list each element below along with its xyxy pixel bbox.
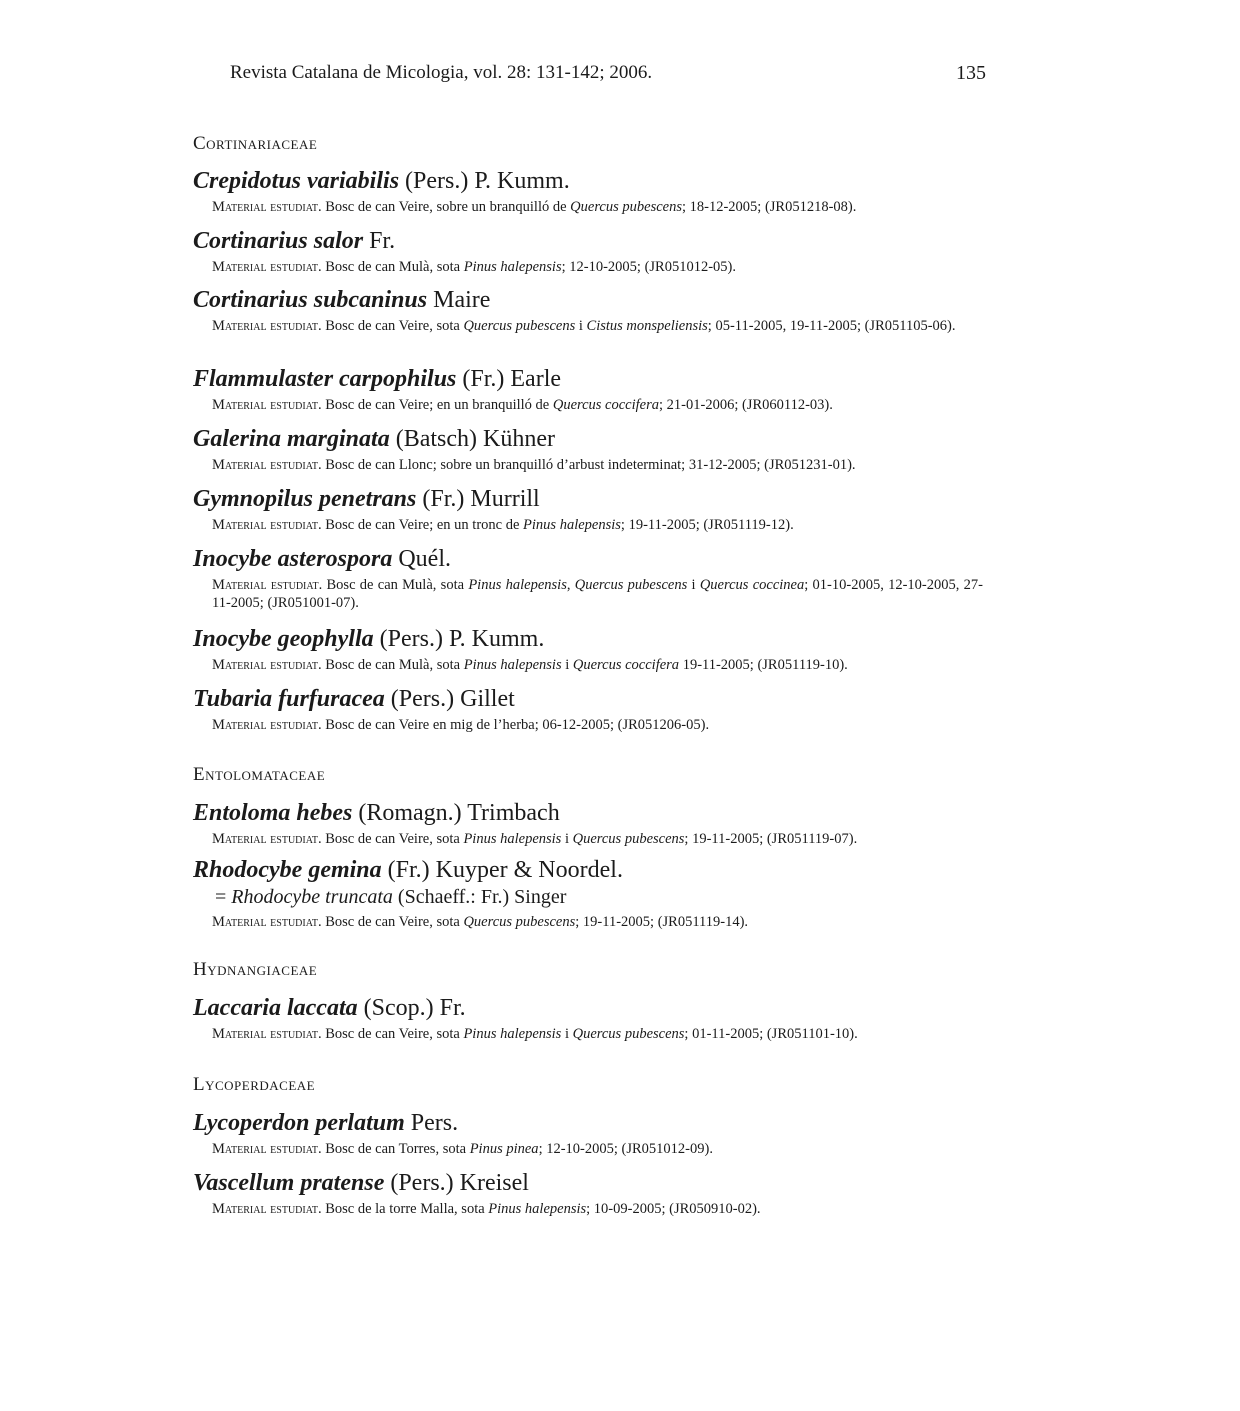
species-name <box>193 167 983 195</box>
species-authority: Fr. <box>363 228 396 254</box>
species-binomial: Galerina marginata <box>193 426 390 452</box>
species-authority: Quél. <box>392 546 451 572</box>
material-text: Bosc de can Torres, sota <box>321 1141 470 1157</box>
material-text: Bosc de can Mulà, sota <box>321 657 464 673</box>
material-studied <box>193 1025 983 1043</box>
species-name <box>193 365 983 393</box>
species-name <box>193 286 983 314</box>
material-text: Bosc de can Mulà, sota <box>322 577 469 593</box>
synonym-authority: (Schaeff.: Fr.) Singer <box>392 886 567 908</box>
species-authority: (Romagn.) Trimbach <box>352 800 560 826</box>
species-entry <box>193 286 983 335</box>
species-entry <box>193 485 983 534</box>
species-authority: (Pers.) P. Kumm. <box>399 168 570 194</box>
species-binomial: Inocybe geophylla <box>193 626 374 652</box>
material-label: Material estudiat. <box>212 1141 322 1157</box>
host-plant-name: Quercus pubescens <box>570 199 682 215</box>
species-name <box>193 685 983 713</box>
material-text: 19-11-2005; (JR051119-10). <box>679 657 848 673</box>
species-authority: (Pers.) Gillet <box>384 686 515 712</box>
species-binomial: Rhodocybe gemina <box>193 857 382 883</box>
material-studied <box>193 576 983 612</box>
material-studied <box>193 317 983 335</box>
material-studied <box>193 913 983 931</box>
species-entry <box>193 227 983 276</box>
host-plant-name: Pinus halepensis <box>523 517 621 533</box>
section-heading-hydnangiaceae: Hydnangiaceae <box>193 959 318 980</box>
species-authority: Pers. <box>404 1110 459 1136</box>
species-binomial: Cortinarius salor <box>193 228 364 254</box>
host-plant-name: Pinus halepensis <box>463 831 562 847</box>
host-plant-name: Pinus pinea <box>469 1141 539 1157</box>
species-binomial: Tubaria furfuracea <box>193 686 385 712</box>
material-studied <box>193 656 983 674</box>
species-entry <box>193 685 983 734</box>
material-label: Material estudiat. <box>212 517 322 533</box>
material-label: Material estudiat. <box>212 717 322 733</box>
species-entry <box>193 856 983 931</box>
material-text: Bosc de la torre Malla, sota <box>321 1201 489 1217</box>
material-studied <box>193 1200 983 1218</box>
species-binomial: Gymnopilus penetrans <box>193 486 417 512</box>
species-entry <box>193 1169 983 1218</box>
material-text: i <box>575 318 587 334</box>
material-label: Material estudiat. <box>212 914 322 930</box>
species-authority: (Scop.) Fr. <box>357 995 466 1021</box>
material-label: Material estudiat. <box>212 397 322 413</box>
species-entry <box>193 167 983 216</box>
material-text: Bosc de can Llonc; sobre un branquilló d’arbust indeterminat; 31-12-2005; (JR051231-01). <box>321 457 856 473</box>
species-binomial: Lycoperdon perlatum <box>193 1110 405 1136</box>
running-head: Revista Catalana de Micologia, vol. 28: 131-142; 2006. <box>230 62 653 83</box>
host-plant-name: Quercus pubescens <box>572 831 685 847</box>
page-number: 135 <box>956 62 986 84</box>
host-plant-name: Quercus pubescens <box>463 318 576 334</box>
material-studied <box>193 1140 983 1158</box>
species-name <box>193 227 983 255</box>
species-binomial: Entoloma hebes <box>193 800 353 826</box>
species-entry <box>193 425 983 474</box>
species-name <box>193 1169 983 1197</box>
species-entry <box>193 799 983 848</box>
species-name <box>193 994 983 1022</box>
host-plant-name: Quercus pubescens <box>574 577 688 593</box>
host-plant-name: Quercus pubescens <box>572 1026 685 1042</box>
material-text: ; 01-10-2005, 12-10-2005, 27-11-2005; (JR051001-07). <box>212 577 983 611</box>
species-authority: (Fr.) Murrill <box>416 486 540 512</box>
material-label: Material estudiat. <box>212 831 322 847</box>
species-entry <box>193 365 983 414</box>
material-text: Bosc de can Veire, sobre un branquilló de <box>321 199 571 215</box>
species-authority: (Fr.) Kuyper & Noordel. <box>381 857 623 883</box>
species-name <box>193 856 983 884</box>
material-text: Bosc de can Mulà, sota <box>321 259 464 275</box>
species-binomial: Vascellum pratense <box>193 1170 385 1196</box>
species-authority: (Batsch) Kühner <box>389 426 555 452</box>
synonym-binomial: Rhodocybe truncata <box>231 886 393 908</box>
host-plant-name: Quercus coccifera <box>552 397 660 413</box>
material-text: ; 05-11-2005, 19-11-2005; (JR051105-06). <box>707 318 956 334</box>
species-name <box>193 545 983 573</box>
host-plant-name: Pinus halepensis <box>463 657 562 673</box>
material-text: Bosc de can Veire, sota <box>321 1026 464 1042</box>
material-text: Bosc de can Veire, sota <box>321 914 464 930</box>
material-label: Material estudiat. <box>212 1026 322 1042</box>
species-name <box>193 425 983 453</box>
species-entry <box>193 625 983 674</box>
host-plant-name: Pinus halepensis <box>463 1026 562 1042</box>
material-text: Bosc de can Veire, sota <box>321 318 464 334</box>
material-text: ; 19-11-2005; (JR051119-14). <box>575 914 749 930</box>
material-studied <box>193 830 983 848</box>
species-authority: (Fr.) Earle <box>456 366 562 392</box>
material-studied <box>193 396 983 414</box>
species-binomial: Inocybe asterospora <box>193 546 393 572</box>
host-plant-name: Pinus halepensis <box>468 577 567 593</box>
host-plant-name: Quercus coccinea <box>699 577 805 593</box>
species-binomial: Flammulaster carpophilus <box>193 366 457 392</box>
species-name <box>193 625 983 653</box>
synonym-line <box>193 884 983 910</box>
species-entry <box>193 1109 983 1158</box>
species-name <box>193 485 983 513</box>
material-text: i <box>687 577 700 593</box>
material-text: ; 12-10-2005; (JR051012-05). <box>561 259 736 275</box>
section-heading-lycoperdaceae: Lycoperdaceae <box>193 1074 316 1095</box>
material-text: , <box>566 577 575 593</box>
material-text: ; 18-12-2005; (JR051218-08). <box>681 199 857 215</box>
species-binomial: Cortinarius subcaninus <box>193 287 428 313</box>
material-text: ; 21-01-2006; (JR060112-03). <box>659 397 833 413</box>
material-label: Material estudiat. <box>212 657 322 673</box>
host-plant-name: Pinus halepensis <box>463 259 562 275</box>
species-authority: Maire <box>427 287 491 313</box>
species-entry <box>193 545 983 612</box>
material-text: i <box>561 1026 573 1042</box>
material-text: ; 19-11-2005; (JR051119-07). <box>684 831 858 847</box>
material-label: Material estudiat. <box>212 457 322 473</box>
material-studied <box>193 516 983 534</box>
material-label: Material estudiat. <box>212 318 322 334</box>
host-plant-name: Quercus coccifera <box>572 657 680 673</box>
host-plant-name: Quercus pubescens <box>463 914 576 930</box>
section-heading-cortinariaceae: Cortinariaceae <box>193 133 318 154</box>
species-name <box>193 799 983 827</box>
species-name <box>193 1109 983 1137</box>
species-authority: (Pers.) Kreisel <box>384 1170 529 1196</box>
material-text: Bosc de can Veire, sota <box>321 831 464 847</box>
material-text: Bosc de can Veire; en un branquilló de <box>321 397 553 413</box>
species-binomial: Laccaria laccata <box>193 995 358 1021</box>
species-authority: (Pers.) P. Kumm. <box>373 626 545 652</box>
material-text: ; 12-10-2005; (JR051012-09). <box>538 1141 713 1157</box>
material-studied <box>193 456 983 474</box>
material-studied <box>193 258 983 276</box>
material-text: i <box>561 831 573 847</box>
material-label: Material estudiat. <box>212 577 323 593</box>
host-plant-name: Cistus monspeliensis <box>586 318 708 334</box>
synonym-prefix: = <box>215 886 232 908</box>
section-heading-entolomataceae: Entolomataceae <box>193 764 326 785</box>
material-text: Bosc de can Veire; en un tronc de <box>321 517 524 533</box>
material-text: i <box>561 657 573 673</box>
material-studied <box>193 198 983 216</box>
species-binomial: Crepidotus variabilis <box>193 168 400 194</box>
material-text: Bosc de can Veire en mig de l’herba; 06-12-2005; (JR051206-05). <box>321 717 710 733</box>
material-label: Material estudiat. <box>212 1201 322 1217</box>
material-text: ; 19-11-2005; (JR051119-12). <box>620 517 794 533</box>
host-plant-name: Pinus halepensis <box>488 1201 587 1217</box>
material-label: Material estudiat. <box>212 259 322 275</box>
material-label: Material estudiat. <box>212 199 322 215</box>
material-text: ; 10-09-2005; (JR050910-02). <box>586 1201 761 1217</box>
material-studied <box>193 716 983 734</box>
species-entry <box>193 994 983 1043</box>
material-text: ; 01-11-2005; (JR051101-10). <box>684 1026 858 1042</box>
